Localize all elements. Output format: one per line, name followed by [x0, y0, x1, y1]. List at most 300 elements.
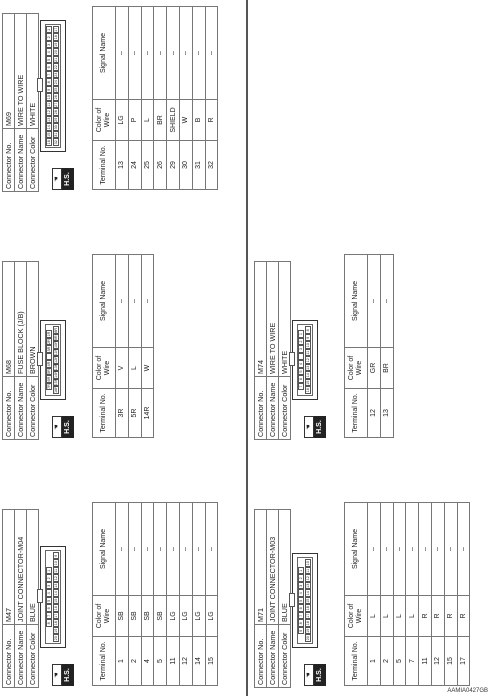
wire-color-header: Color of Wire — [93, 100, 116, 141]
wire-color-cell: BR — [154, 100, 167, 141]
pin-1R: 1R — [47, 331, 51, 337]
pin-13: 13 — [54, 583, 58, 588]
connector-info — [2, 509, 39, 688]
terminal-table — [92, 254, 154, 438]
pin-12R: 12R — [54, 356, 58, 363]
terminal-no-cell: 1 — [368, 637, 381, 686]
connector-no-value: M74 — [255, 262, 267, 377]
pin-17: 17 — [54, 27, 58, 32]
pin-8: 8 — [46, 79, 52, 87]
pin-21: 21 — [54, 57, 58, 62]
table-row — [431, 503, 444, 686]
pin-24: 24 — [54, 80, 58, 85]
hand-icon: ☚ — [52, 416, 62, 438]
wire-color-cell: BR — [380, 348, 393, 389]
harness-side-icon — [52, 664, 74, 686]
terminal-no-cell: 29 — [167, 141, 180, 190]
wire-color-cell: SB — [141, 596, 154, 637]
pin-5: 5 — [298, 368, 304, 376]
wire-color-header: Color of Wire — [345, 596, 368, 637]
terminal-no-cell: 13 — [380, 389, 393, 438]
connector-name-label: Connector Name — [15, 625, 27, 688]
pin-14: 14 — [54, 591, 58, 596]
hs-label: H.S. — [62, 416, 74, 438]
wire-color-cell: LG — [192, 596, 205, 637]
connector-color-label: Connector Color — [27, 129, 39, 192]
pin-14: 14 — [306, 373, 310, 378]
terminal-no-cell: 3R — [116, 389, 129, 438]
wire-color-cell: P — [128, 100, 141, 141]
pin-11R: 11R — [54, 348, 58, 356]
pin-5R: 5R — [47, 369, 51, 374]
terminal-no-cell: 11 — [167, 637, 180, 686]
pin-9: 9 — [305, 334, 311, 342]
table-row — [141, 7, 154, 190]
table-row — [167, 7, 180, 190]
pin-20: 20 — [306, 636, 310, 641]
table-row — [192, 503, 205, 686]
pin-12: 12 — [306, 576, 310, 581]
pin-13: 13 — [47, 117, 51, 122]
terminal-table — [344, 502, 470, 686]
connector-face — [292, 554, 318, 649]
terminal-no-cell: 31 — [192, 141, 205, 190]
divider-line — [246, 0, 248, 696]
pin-15: 15 — [47, 132, 51, 137]
pin-7: 7 — [298, 383, 304, 391]
pin-2: 2 — [46, 575, 52, 583]
terminal-no-cell: 7 — [406, 637, 419, 686]
signal-name-cell: – — [179, 503, 192, 596]
connector-name-value: JOINT CONNECTOR-M04 — [15, 510, 27, 625]
terminal-no-header: Terminal No. — [345, 389, 368, 438]
table-row — [368, 255, 381, 438]
pin-17: 17 — [306, 613, 310, 618]
wire-color-cell: R — [444, 596, 457, 637]
pin-4: 4 — [298, 590, 304, 598]
connector-color-label: Connector Color — [27, 377, 39, 440]
wire-color-cell: B — [192, 100, 205, 141]
pin-19: 19 — [54, 628, 58, 633]
signal-name-cell: – — [128, 255, 141, 348]
pin-1: 1 — [298, 567, 304, 575]
pin-4: 4 — [46, 590, 52, 598]
table-row — [406, 503, 419, 686]
pin-2: 2 — [298, 338, 304, 346]
pin-9R: 9R — [54, 335, 58, 341]
terminal-no-cell: 12 — [368, 389, 381, 438]
connector-latch — [37, 589, 43, 603]
hs-label: H.S. — [62, 168, 74, 190]
terminal-no-cell: 2 — [380, 637, 393, 686]
hand-icon: ☚ — [52, 664, 62, 686]
wire-color-cell: SHIELD — [167, 100, 180, 141]
connector-latch — [289, 593, 295, 607]
pin-3: 3 — [298, 345, 304, 353]
hand-icon: ☚ — [52, 168, 62, 190]
pin-11: 11 — [306, 350, 310, 355]
pin-16: 16 — [47, 140, 51, 145]
pin-12: 12 — [47, 110, 51, 115]
pin-9: 9 — [46, 86, 52, 94]
connector-color-label: Connector Color — [279, 377, 291, 440]
connector-latch — [289, 352, 295, 366]
pin-7: 7 — [46, 612, 52, 620]
terminal-no-cell: 1 — [116, 637, 129, 686]
signal-name-cell: – — [368, 503, 381, 596]
signal-name-cell: – — [192, 503, 205, 596]
pin-26: 26 — [54, 95, 58, 100]
hand-icon: ☚ — [304, 416, 314, 438]
pin-16: 16 — [54, 606, 58, 611]
signal-name-cell: – — [128, 503, 141, 596]
table-row — [141, 503, 154, 686]
pin-2: 2 — [46, 34, 52, 42]
wire-color-cell: R — [205, 100, 218, 141]
pin-3: 3 — [298, 582, 304, 590]
signal-name-cell: – — [406, 503, 419, 596]
signal-name-cell: – — [457, 503, 470, 596]
signal-name-header: Signal Name — [93, 255, 116, 348]
wire-color-cell: W — [179, 100, 192, 141]
wire-color-cell: R — [457, 596, 470, 637]
pin-6: 6 — [298, 375, 304, 383]
pin-10R: 10R — [54, 341, 58, 348]
wire-color-header: Color of Wire — [345, 348, 368, 389]
terminal-no-cell: 14 — [192, 637, 205, 686]
terminal-no-cell: 25 — [141, 141, 154, 190]
connector-name-label: Connector Name — [267, 377, 279, 440]
connector-block-m69 — [2, 0, 242, 192]
connector-latch — [37, 78, 43, 92]
connector-face — [40, 546, 66, 648]
pin-6: 6 — [298, 605, 304, 613]
pin-19: 19 — [306, 628, 310, 633]
pin-25: 25 — [54, 87, 58, 92]
wire-color-cell: R — [419, 596, 432, 637]
pin-13: 13 — [306, 365, 310, 370]
pin-9: 9 — [298, 627, 304, 635]
connector-block-m71 — [254, 456, 492, 688]
pin-9: 9 — [53, 552, 59, 560]
pin-15: 15 — [306, 380, 310, 385]
pin-1: 1 — [298, 330, 304, 338]
signal-name-cell: – — [116, 503, 129, 596]
terminal-no-cell: 15 — [205, 637, 218, 686]
pin-15: 15 — [306, 598, 310, 603]
pin-4: 4 — [46, 49, 52, 57]
terminal-no-cell: 32 — [205, 141, 218, 190]
pin-22: 22 — [54, 65, 58, 70]
pin-6R: 6R — [47, 376, 51, 382]
pin-6: 6 — [46, 64, 52, 72]
signal-name-cell: – — [179, 7, 192, 100]
pin-17: 17 — [54, 613, 58, 618]
connector-no-label: Connector No. — [255, 625, 267, 688]
table-row — [368, 503, 381, 686]
pin-5: 5 — [46, 597, 52, 605]
connector-face — [292, 321, 318, 401]
pin-8: 8 — [298, 620, 304, 628]
wire-color-cell: LG — [116, 100, 129, 141]
signal-name-cell: – — [431, 503, 444, 596]
signal-name-cell: – — [141, 7, 154, 100]
table-row — [444, 503, 457, 686]
connector-name-label: Connector Name — [15, 377, 27, 440]
pin-16: 16 — [306, 388, 310, 393]
pin-4R: 4R — [47, 361, 51, 367]
connector-color-label: Connector Color — [279, 625, 291, 688]
connector-no-label: Connector No. — [3, 129, 15, 192]
pin-11: 11 — [54, 568, 58, 573]
connector-color-value: BLUE — [27, 510, 39, 625]
pin-2: 2 — [298, 575, 304, 583]
signal-name-cell: – — [419, 503, 432, 596]
table-row — [419, 503, 432, 686]
terminal-no-cell: 12 — [179, 637, 192, 686]
table-row — [128, 503, 141, 686]
signal-name-cell: – — [368, 255, 381, 348]
connector-face — [40, 20, 66, 152]
pin-16R: 16R — [54, 386, 58, 393]
signal-name-cell: – — [205, 503, 218, 596]
terminal-no-cell: 4 — [141, 637, 154, 686]
signal-name-cell: – — [167, 503, 180, 596]
connector-no-label: Connector No. — [3, 377, 15, 440]
connector-color-value: BLUE — [279, 510, 291, 625]
table-row — [205, 7, 218, 190]
pin-11: 11 — [47, 102, 51, 107]
table-row — [128, 7, 141, 190]
table-row — [179, 503, 192, 686]
connector-block-m68 — [2, 208, 242, 440]
terminal-no-cell: 17 — [457, 637, 470, 686]
pin-7R: 7R — [47, 384, 51, 389]
pin-8R: 8R — [54, 327, 58, 333]
pin-16: 16 — [306, 606, 310, 611]
terminal-no-cell: 2 — [128, 637, 141, 686]
table-row — [380, 503, 393, 686]
connector-name-value: FUSE BLOCK (J/B) — [15, 262, 27, 377]
terminal-no-header: Terminal No. — [93, 141, 116, 190]
terminal-no-cell: 5 — [393, 637, 406, 686]
pin-11: 11 — [306, 568, 310, 573]
pin-32: 32 — [54, 140, 58, 145]
hs-label: H.S. — [314, 416, 326, 438]
pin-8: 8 — [305, 327, 311, 335]
signal-name-cell: – — [141, 255, 154, 348]
harness-side-icon — [304, 416, 326, 438]
pin-1: 1 — [46, 26, 52, 34]
table-row — [179, 7, 192, 190]
pin-30: 30 — [54, 125, 58, 130]
connector-name-label: Connector Name — [15, 129, 27, 192]
signal-name-cell: – — [192, 7, 205, 100]
wire-color-cell: LG — [205, 596, 218, 637]
connector-no-label: Connector No. — [3, 625, 15, 688]
connector-info — [2, 13, 39, 192]
wire-color-header: Color of Wire — [93, 348, 116, 389]
wire-color-cell: SB — [154, 596, 167, 637]
pin-2R: 2R — [47, 339, 51, 344]
terminal-no-cell: 24 — [128, 141, 141, 190]
pin-20: 20 — [54, 50, 58, 55]
pin-28: 28 — [54, 110, 58, 115]
pin-20: 20 — [54, 636, 58, 641]
pin-10: 10 — [306, 343, 310, 348]
terminal-no-header: Terminal No. — [93, 389, 116, 438]
terminal-no-cell: 5 — [154, 637, 167, 686]
terminal-no-cell: 15 — [444, 637, 457, 686]
pin-3: 3 — [46, 41, 52, 49]
wire-color-cell: L — [368, 596, 381, 637]
signal-name-cell: – — [380, 255, 393, 348]
pin-18: 18 — [306, 621, 310, 626]
pin-14: 14 — [306, 591, 310, 596]
table-row — [380, 255, 393, 438]
signal-name-cell: – — [444, 503, 457, 596]
signal-name-header: Signal Name — [345, 503, 368, 596]
wire-color-cell: L — [128, 348, 141, 389]
table-row — [393, 503, 406, 686]
pin-18: 18 — [54, 621, 58, 626]
signal-name-cell: – — [154, 7, 167, 100]
signal-name-cell: – — [205, 7, 218, 100]
wire-color-cell: L — [380, 596, 393, 637]
table-row — [205, 503, 218, 686]
pin-18: 18 — [54, 35, 58, 40]
signal-name-cell: – — [116, 7, 129, 100]
wire-color-cell: L — [141, 100, 154, 141]
terminal-no-cell: 14R — [141, 389, 154, 438]
table-row — [128, 255, 141, 438]
connector-no-value: M69 — [3, 14, 15, 129]
connector-block-m47 — [2, 456, 242, 688]
signal-name-cell: – — [128, 7, 141, 100]
wire-color-cell: L — [406, 596, 419, 637]
pin-5: 5 — [298, 597, 304, 605]
signal-name-cell: – — [116, 255, 129, 348]
table-row — [141, 255, 154, 438]
connector-no-value: M71 — [255, 510, 267, 625]
connector-block-m74 — [254, 208, 492, 440]
pin-31: 31 — [54, 132, 58, 137]
pin-7: 7 — [298, 612, 304, 620]
pin-6: 6 — [46, 605, 52, 613]
pin-27: 27 — [54, 102, 58, 107]
harness-side-icon — [52, 168, 74, 190]
signal-name-header: Signal Name — [93, 503, 116, 596]
pin-15R: 15R — [54, 378, 58, 386]
wire-color-cell: SB — [128, 596, 141, 637]
connector-info — [254, 509, 291, 688]
wire-color-header: Color of Wire — [93, 596, 116, 637]
signal-name-cell: – — [393, 503, 406, 596]
pin-5: 5 — [46, 56, 52, 64]
cavity-blank — [298, 353, 304, 361]
terminal-no-cell: 11 — [419, 637, 432, 686]
wire-color-cell: W — [141, 348, 154, 389]
wire-color-cell: LG — [179, 596, 192, 637]
pin-7: 7 — [46, 71, 52, 79]
connector-name-value: WIRE TO WIRE — [267, 262, 279, 377]
wire-color-cell: SB — [116, 596, 129, 637]
signal-name-header: Signal Name — [345, 255, 368, 348]
pin-29: 29 — [54, 117, 58, 122]
hs-label: H.S. — [314, 664, 326, 686]
pin-12: 12 — [54, 576, 58, 581]
wire-color-cell: L — [393, 596, 406, 637]
connector-no-value: M47 — [3, 510, 15, 625]
terminal-table — [92, 6, 218, 190]
table-row — [192, 7, 205, 190]
wire-color-cell: LG — [167, 596, 180, 637]
wire-color-cell: GR — [368, 348, 381, 389]
terminal-no-cell: 12 — [431, 637, 444, 686]
signal-name-header: Signal Name — [93, 7, 116, 100]
connector-color-value: WHITE — [279, 262, 291, 377]
pin-10: 10 — [54, 561, 58, 566]
pin-12: 12 — [306, 358, 310, 363]
harness-side-icon — [52, 416, 74, 438]
table-row — [116, 7, 129, 190]
pin-8: 8 — [46, 620, 52, 628]
pin-10: 10 — [306, 561, 310, 566]
pin-14R: 14R — [54, 371, 58, 378]
figure-code: AAMIA0427GB — [447, 688, 488, 694]
table-row — [116, 255, 129, 438]
terminal-no-cell: 30 — [179, 141, 192, 190]
harness-side-icon — [304, 664, 326, 686]
signal-name-cell: – — [167, 7, 180, 100]
connector-info — [2, 261, 39, 440]
connector-name-label: Connector Name — [267, 625, 279, 688]
connector-no-label: Connector No. — [255, 377, 267, 440]
pin-19: 19 — [54, 42, 58, 47]
terminal-no-header: Terminal No. — [93, 637, 116, 686]
pin-14: 14 — [47, 125, 51, 130]
signal-name-cell: – — [141, 503, 154, 596]
connector-name-value: JOINT CONNECTOR-M03 — [267, 510, 279, 625]
wire-color-cell: R — [431, 596, 444, 637]
connector-name-value: WIRE TO WIRE — [15, 14, 27, 129]
hs-label: H.S. — [62, 664, 74, 686]
terminal-no-cell: 13 — [116, 141, 129, 190]
connector-color-value: BROWN — [27, 262, 39, 377]
pin-13: 13 — [306, 583, 310, 588]
table-row — [457, 503, 470, 686]
connector-face — [40, 321, 66, 401]
hand-icon: ☚ — [304, 664, 314, 686]
signal-name-cell: – — [380, 503, 393, 596]
wire-color-cell: V — [116, 348, 129, 389]
terminal-table — [92, 502, 218, 686]
pin-3R: 3R — [47, 346, 51, 352]
pin-13R: 13R — [54, 363, 58, 371]
pin-23: 23 — [54, 72, 58, 77]
pin-15: 15 — [54, 598, 58, 603]
table-row — [154, 503, 167, 686]
pin-10: 10 — [47, 95, 51, 100]
cavity-blank — [46, 353, 52, 361]
connector-no-value: M68 — [3, 262, 15, 377]
table-row — [167, 503, 180, 686]
terminal-no-cell: 5R — [128, 389, 141, 438]
terminal-no-cell: 26 — [154, 141, 167, 190]
table-row — [154, 7, 167, 190]
connector-color-value: WHITE — [27, 14, 39, 129]
terminal-table — [344, 254, 394, 438]
